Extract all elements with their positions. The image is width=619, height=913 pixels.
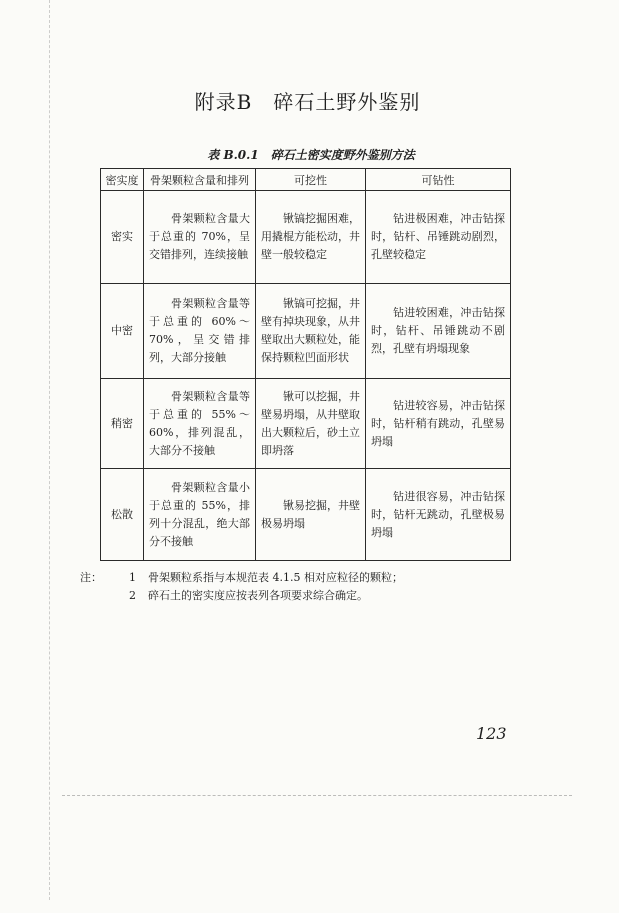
note-text: 骨架颗粒系指与本规范表 4.1.5 相对应粒径的颗粒；	[148, 571, 403, 584]
page-number: 123	[476, 724, 507, 743]
appendix-title: 附录B 碎石土野外鉴别	[194, 90, 421, 114]
header-skeleton-content: 骨架颗粒含量和排列	[144, 169, 256, 191]
table-header-row	[101, 169, 511, 191]
note-item	[80, 569, 560, 587]
note-indent	[80, 587, 110, 605]
table-caption-number: 表 B.0.1	[207, 148, 259, 162]
table-caption-title: 碎石土密实度野外鉴别方法	[270, 148, 415, 162]
note-number: 2	[129, 589, 136, 602]
note-number: 1	[129, 571, 136, 584]
note-item	[80, 587, 560, 605]
scan-bottom-artifact	[62, 795, 572, 796]
cell-drillability: 钻进很容易，冲击钻探时，钻杆无跳动，孔壁极易坍塌	[366, 469, 511, 561]
cell-skeleton: 骨架颗粒含量大于总重的 70%，呈交错排列，连续接触	[144, 191, 256, 284]
cell-diggability: 锹可以挖掘，井壁易坍塌，从井壁取出大颗粒后，砂土立即坍落	[256, 379, 366, 469]
header-drillability: 可钻性	[366, 169, 511, 191]
cell-skeleton: 骨架颗粒含量等于总重的 55%～60%，排列混乱，大部分不接触	[144, 379, 256, 469]
cell-skeleton: 骨架颗粒含量小于总重的 55%，排列十分混乱，绝大部分不接触	[144, 469, 256, 561]
table-caption	[0, 146, 619, 163]
cell-density: 密实	[101, 191, 144, 284]
table-row	[101, 191, 511, 284]
cell-drillability: 钻进较容易，冲击钻探时，钻杆稍有跳动，孔壁易坍塌	[366, 379, 511, 469]
notes-label: 注：	[80, 571, 102, 584]
table-row	[101, 379, 511, 469]
cell-diggability: 锹镐挖掘困难，用撬棍方能松动，井壁一般较稳定	[256, 191, 366, 284]
cell-diggability: 锹镐可挖掘，井壁有掉块现象，从井壁取出大颗粒处，能保持颗粒凹面形状	[256, 284, 366, 379]
table-row	[101, 469, 511, 561]
note-text: 碎石土的密实度应按表列各项要求综合确定。	[148, 589, 368, 602]
cell-density: 松散	[101, 469, 144, 561]
cell-drillability: 钻进极困难，冲击钻探时，钻杆、吊锤跳动剧烈，孔壁较稳定	[366, 191, 511, 284]
header-diggability: 可挖性	[256, 169, 366, 191]
density-identification-table	[100, 168, 511, 561]
cell-density: 中密	[101, 284, 144, 379]
header-density: 密实度	[101, 169, 144, 191]
scan-margin-artifact	[49, 0, 50, 900]
cell-diggability: 锹易挖掘，井壁极易坍塌	[256, 469, 366, 561]
cell-drillability: 钻进较困难，冲击钻探时，钻杆、吊锤跳动不剧烈，孔壁有坍塌现象	[366, 284, 511, 379]
cell-density: 稍密	[101, 379, 144, 469]
cell-skeleton: 骨架颗粒含量等于总重的 60%～70%，呈交错排列，大部分接触	[144, 284, 256, 379]
table-row	[101, 284, 511, 379]
table-notes	[80, 569, 560, 605]
